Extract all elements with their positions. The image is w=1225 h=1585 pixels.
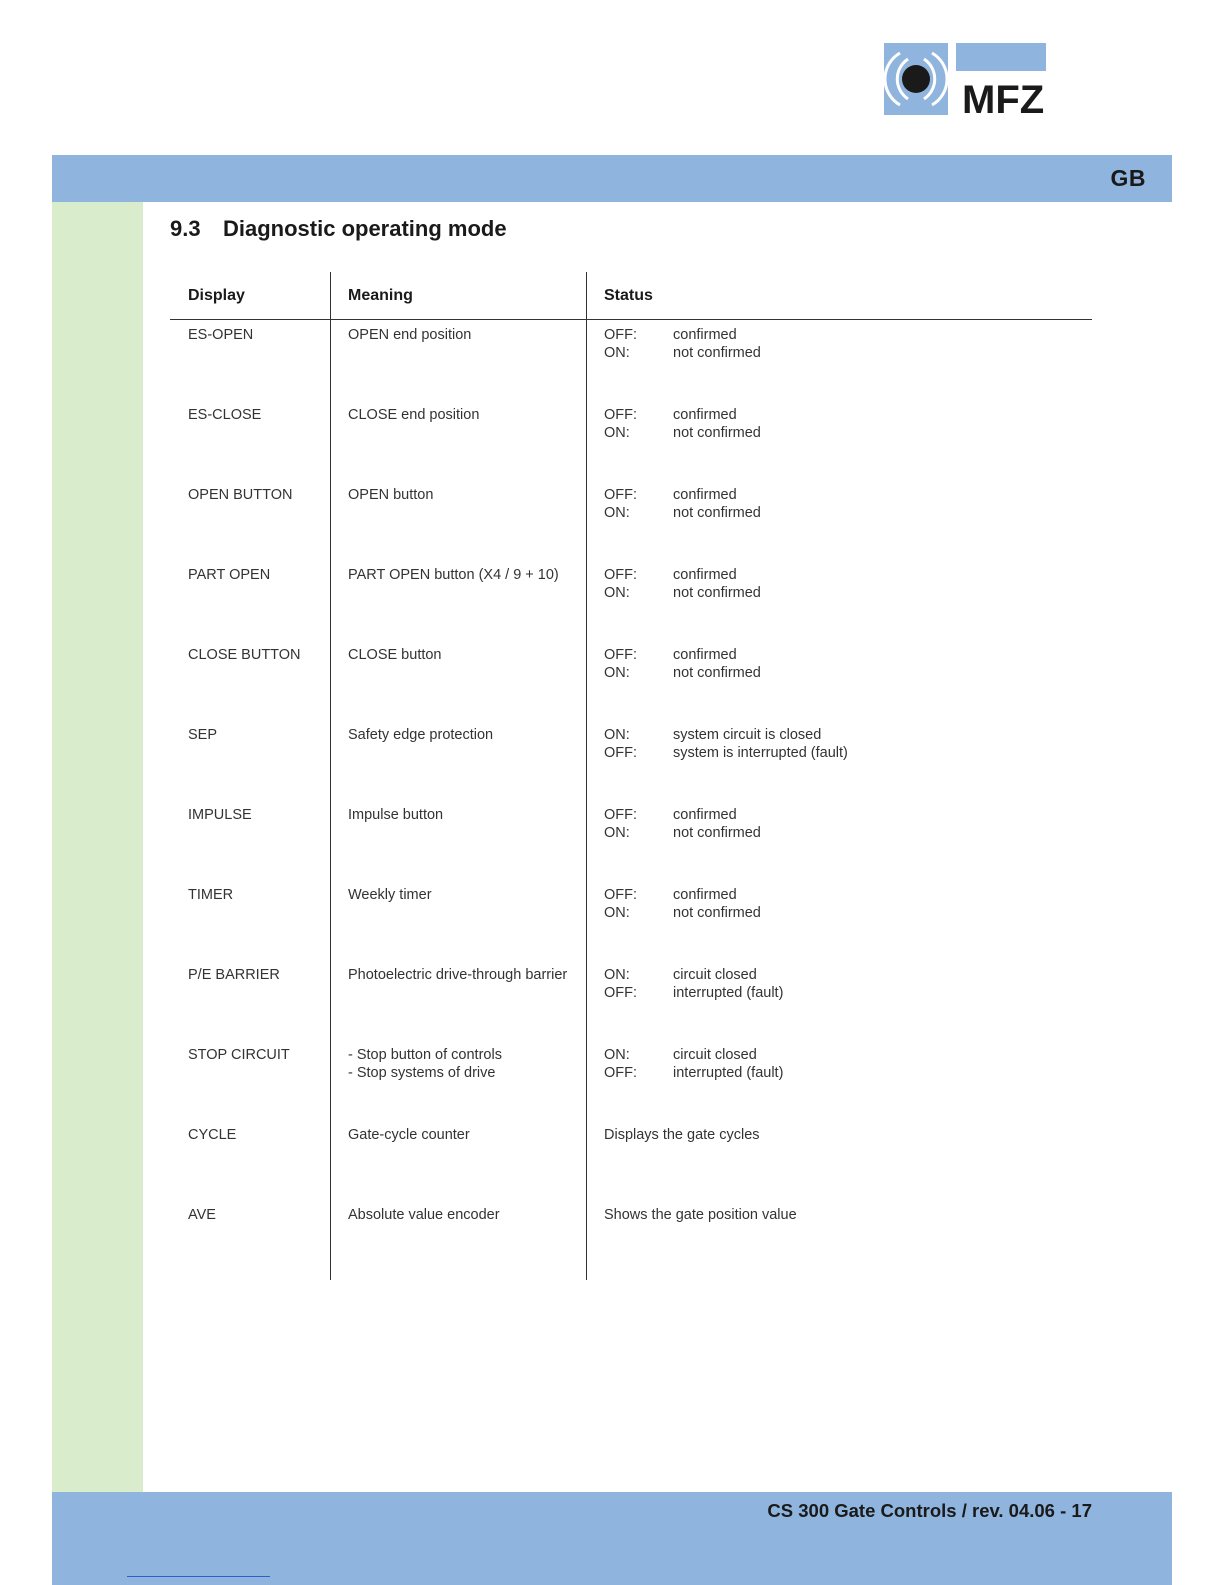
meaning-cell: [348, 326, 471, 344]
status-key: ON:: [604, 825, 630, 841]
status-line: [604, 646, 761, 664]
status-cell: [604, 1126, 760, 1144]
display-cell: AVE: [188, 1207, 216, 1223]
table-row: [0, 886, 1225, 966]
mfz-logo-mark: [884, 43, 1046, 115]
status-line: [604, 1126, 760, 1144]
status-key: ON:: [604, 505, 630, 521]
status-text: confirmed: [673, 327, 737, 343]
meaning-line: Safety edge protection: [348, 727, 494, 743]
meaning-line: Absolute value encoder: [348, 1207, 500, 1223]
status-text: not confirmed: [673, 505, 761, 521]
status-text: interrupted (fault): [673, 1065, 784, 1081]
status-line: [604, 966, 783, 984]
display-cell: CLOSE BUTTON: [188, 647, 301, 663]
status-line: [604, 984, 783, 1002]
meaning-cell: [348, 806, 443, 824]
status-line: [604, 726, 848, 744]
display-cell: P/E BARRIER: [188, 967, 280, 983]
section-number: 9.3: [170, 216, 201, 241]
status-text: system circuit is closed: [673, 727, 822, 743]
meaning-cell: [348, 726, 493, 744]
display-cell: SEP: [188, 727, 218, 743]
meaning-cell: [348, 486, 433, 504]
status-text: not confirmed: [673, 665, 761, 681]
status-line: [604, 584, 761, 602]
meaning-line: CLOSE end position: [348, 407, 480, 423]
status-text: not confirmed: [673, 425, 761, 441]
status-line: [604, 486, 761, 504]
meaning-line: Weekly timer: [348, 887, 432, 903]
display-cell: CYCLE: [188, 1127, 237, 1143]
status-text: confirmed: [673, 567, 737, 583]
footer-band: [52, 1492, 1172, 1585]
status-key: ON:: [604, 905, 630, 921]
status-text: interrupted (fault): [673, 985, 784, 1001]
meaning-cell: [348, 646, 442, 664]
status-key: OFF:: [604, 807, 638, 823]
status-key: OFF:: [604, 407, 638, 423]
status-line: [604, 504, 761, 522]
meaning-line: CLOSE button: [348, 647, 442, 663]
status-key: OFF:: [604, 647, 638, 663]
display-cell: ES-OPEN: [188, 327, 254, 343]
display-cell: STOP CIRCUIT: [188, 1047, 290, 1063]
table-row: [0, 326, 1225, 406]
display-cell: IMPULSE: [188, 807, 252, 823]
status-text: not confirmed: [673, 585, 761, 601]
meaning-cell: [348, 1046, 502, 1082]
meaning-line: Gate-cycle counter: [348, 1127, 470, 1143]
status-line: [604, 1064, 783, 1082]
meaning-cell: [348, 1126, 470, 1144]
status-line: [604, 886, 761, 904]
status-text: not confirmed: [673, 825, 761, 841]
table-row: [0, 406, 1225, 486]
footer-doc-ref: CS 300 Gate Controls / rev. 04.06 - 17: [767, 1500, 1092, 1521]
status-cell: [604, 646, 761, 682]
status-cell: [604, 966, 783, 1002]
col-header-meaning: Meaning: [348, 287, 413, 304]
table-row: [0, 566, 1225, 646]
meaning-cell: [348, 1206, 500, 1224]
mfz-logo: [884, 43, 1046, 115]
meaning-line: Photoelectric drive-through barrier: [348, 967, 568, 983]
table-row: [0, 1206, 1225, 1286]
status-text: not confirmed: [673, 345, 761, 361]
table-row: [0, 966, 1225, 1046]
status-line: [604, 806, 761, 824]
display-cell: ES-CLOSE: [188, 407, 262, 423]
status-key: ON:: [604, 425, 630, 441]
status-text: confirmed: [673, 647, 737, 663]
display-cell: OPEN BUTTON: [188, 487, 293, 503]
status-text: system is interrupted (fault): [673, 745, 848, 761]
status-cell: [604, 1046, 783, 1082]
table-row: [0, 486, 1225, 566]
header-band: [52, 155, 1172, 202]
meaning-cell: [348, 966, 567, 984]
meaning-line: Impulse button: [348, 807, 444, 823]
meaning-cell: [348, 406, 479, 424]
footer-link-underline: [127, 1576, 270, 1577]
table-row: [0, 726, 1225, 806]
status-line: [604, 326, 761, 344]
status-line: [604, 406, 761, 424]
status-text: Displays the gate cycles: [604, 1127, 760, 1143]
section-heading: Diagnostic operating mode: [223, 216, 507, 241]
status-line: [604, 744, 848, 762]
status-text: confirmed: [673, 487, 737, 503]
status-key: ON:: [604, 1047, 630, 1063]
status-cell: [604, 806, 761, 842]
status-line: [604, 824, 761, 842]
meaning-line: - Stop systems of drive: [348, 1065, 496, 1081]
status-text: confirmed: [673, 407, 737, 423]
status-cell: [604, 326, 761, 362]
status-text: confirmed: [673, 807, 737, 823]
status-key: ON:: [604, 727, 630, 743]
status-key: OFF:: [604, 887, 638, 903]
status-line: [604, 904, 761, 922]
language-label: GB: [1110, 165, 1146, 191]
header-rule: [170, 319, 1092, 320]
status-key: ON:: [604, 345, 630, 361]
status-key: OFF:: [604, 327, 638, 343]
status-key: OFF:: [604, 487, 638, 503]
logo-text: MFZ: [962, 78, 1045, 115]
status-line: [604, 1046, 783, 1064]
status-key: OFF:: [604, 567, 638, 583]
status-text: Shows the gate position value: [604, 1207, 797, 1223]
meaning-cell: [348, 886, 432, 904]
status-text: circuit closed: [673, 1047, 757, 1063]
status-cell: [604, 486, 761, 522]
status-cell: [604, 566, 761, 602]
status-cell: [604, 726, 848, 762]
meaning-line: PART OPEN button (X4 / 9 + 10): [348, 567, 559, 583]
status-line: [604, 344, 761, 362]
meaning-cell: [348, 566, 559, 584]
section-title: [170, 216, 507, 242]
meaning-line: - Stop button of controls: [348, 1047, 502, 1063]
status-cell: [604, 406, 761, 442]
meaning-line: OPEN button: [348, 487, 434, 503]
status-key: ON:: [604, 967, 630, 983]
status-key: OFF:: [604, 745, 638, 761]
status-text: not confirmed: [673, 905, 761, 921]
status-line: [604, 664, 761, 682]
display-cell: PART OPEN: [188, 567, 271, 583]
status-cell: [604, 1206, 797, 1224]
table-row: [0, 1046, 1225, 1126]
status-line: [604, 424, 761, 442]
table-row: [0, 646, 1225, 726]
status-text: confirmed: [673, 887, 737, 903]
status-text: circuit closed: [673, 967, 757, 983]
status-line: [604, 566, 761, 584]
table-row: [0, 806, 1225, 886]
meaning-line: OPEN end position: [348, 327, 472, 343]
col-header-status: Status: [604, 287, 653, 304]
display-cell: TIMER: [188, 887, 234, 903]
status-cell: [604, 886, 761, 922]
status-key: ON:: [604, 585, 630, 601]
col-header-display: Display: [188, 287, 245, 304]
table-row: [0, 1126, 1225, 1206]
status-key: OFF:: [604, 1065, 638, 1081]
status-key: ON:: [604, 665, 630, 681]
status-line: [604, 1206, 797, 1224]
status-key: OFF:: [604, 985, 638, 1001]
